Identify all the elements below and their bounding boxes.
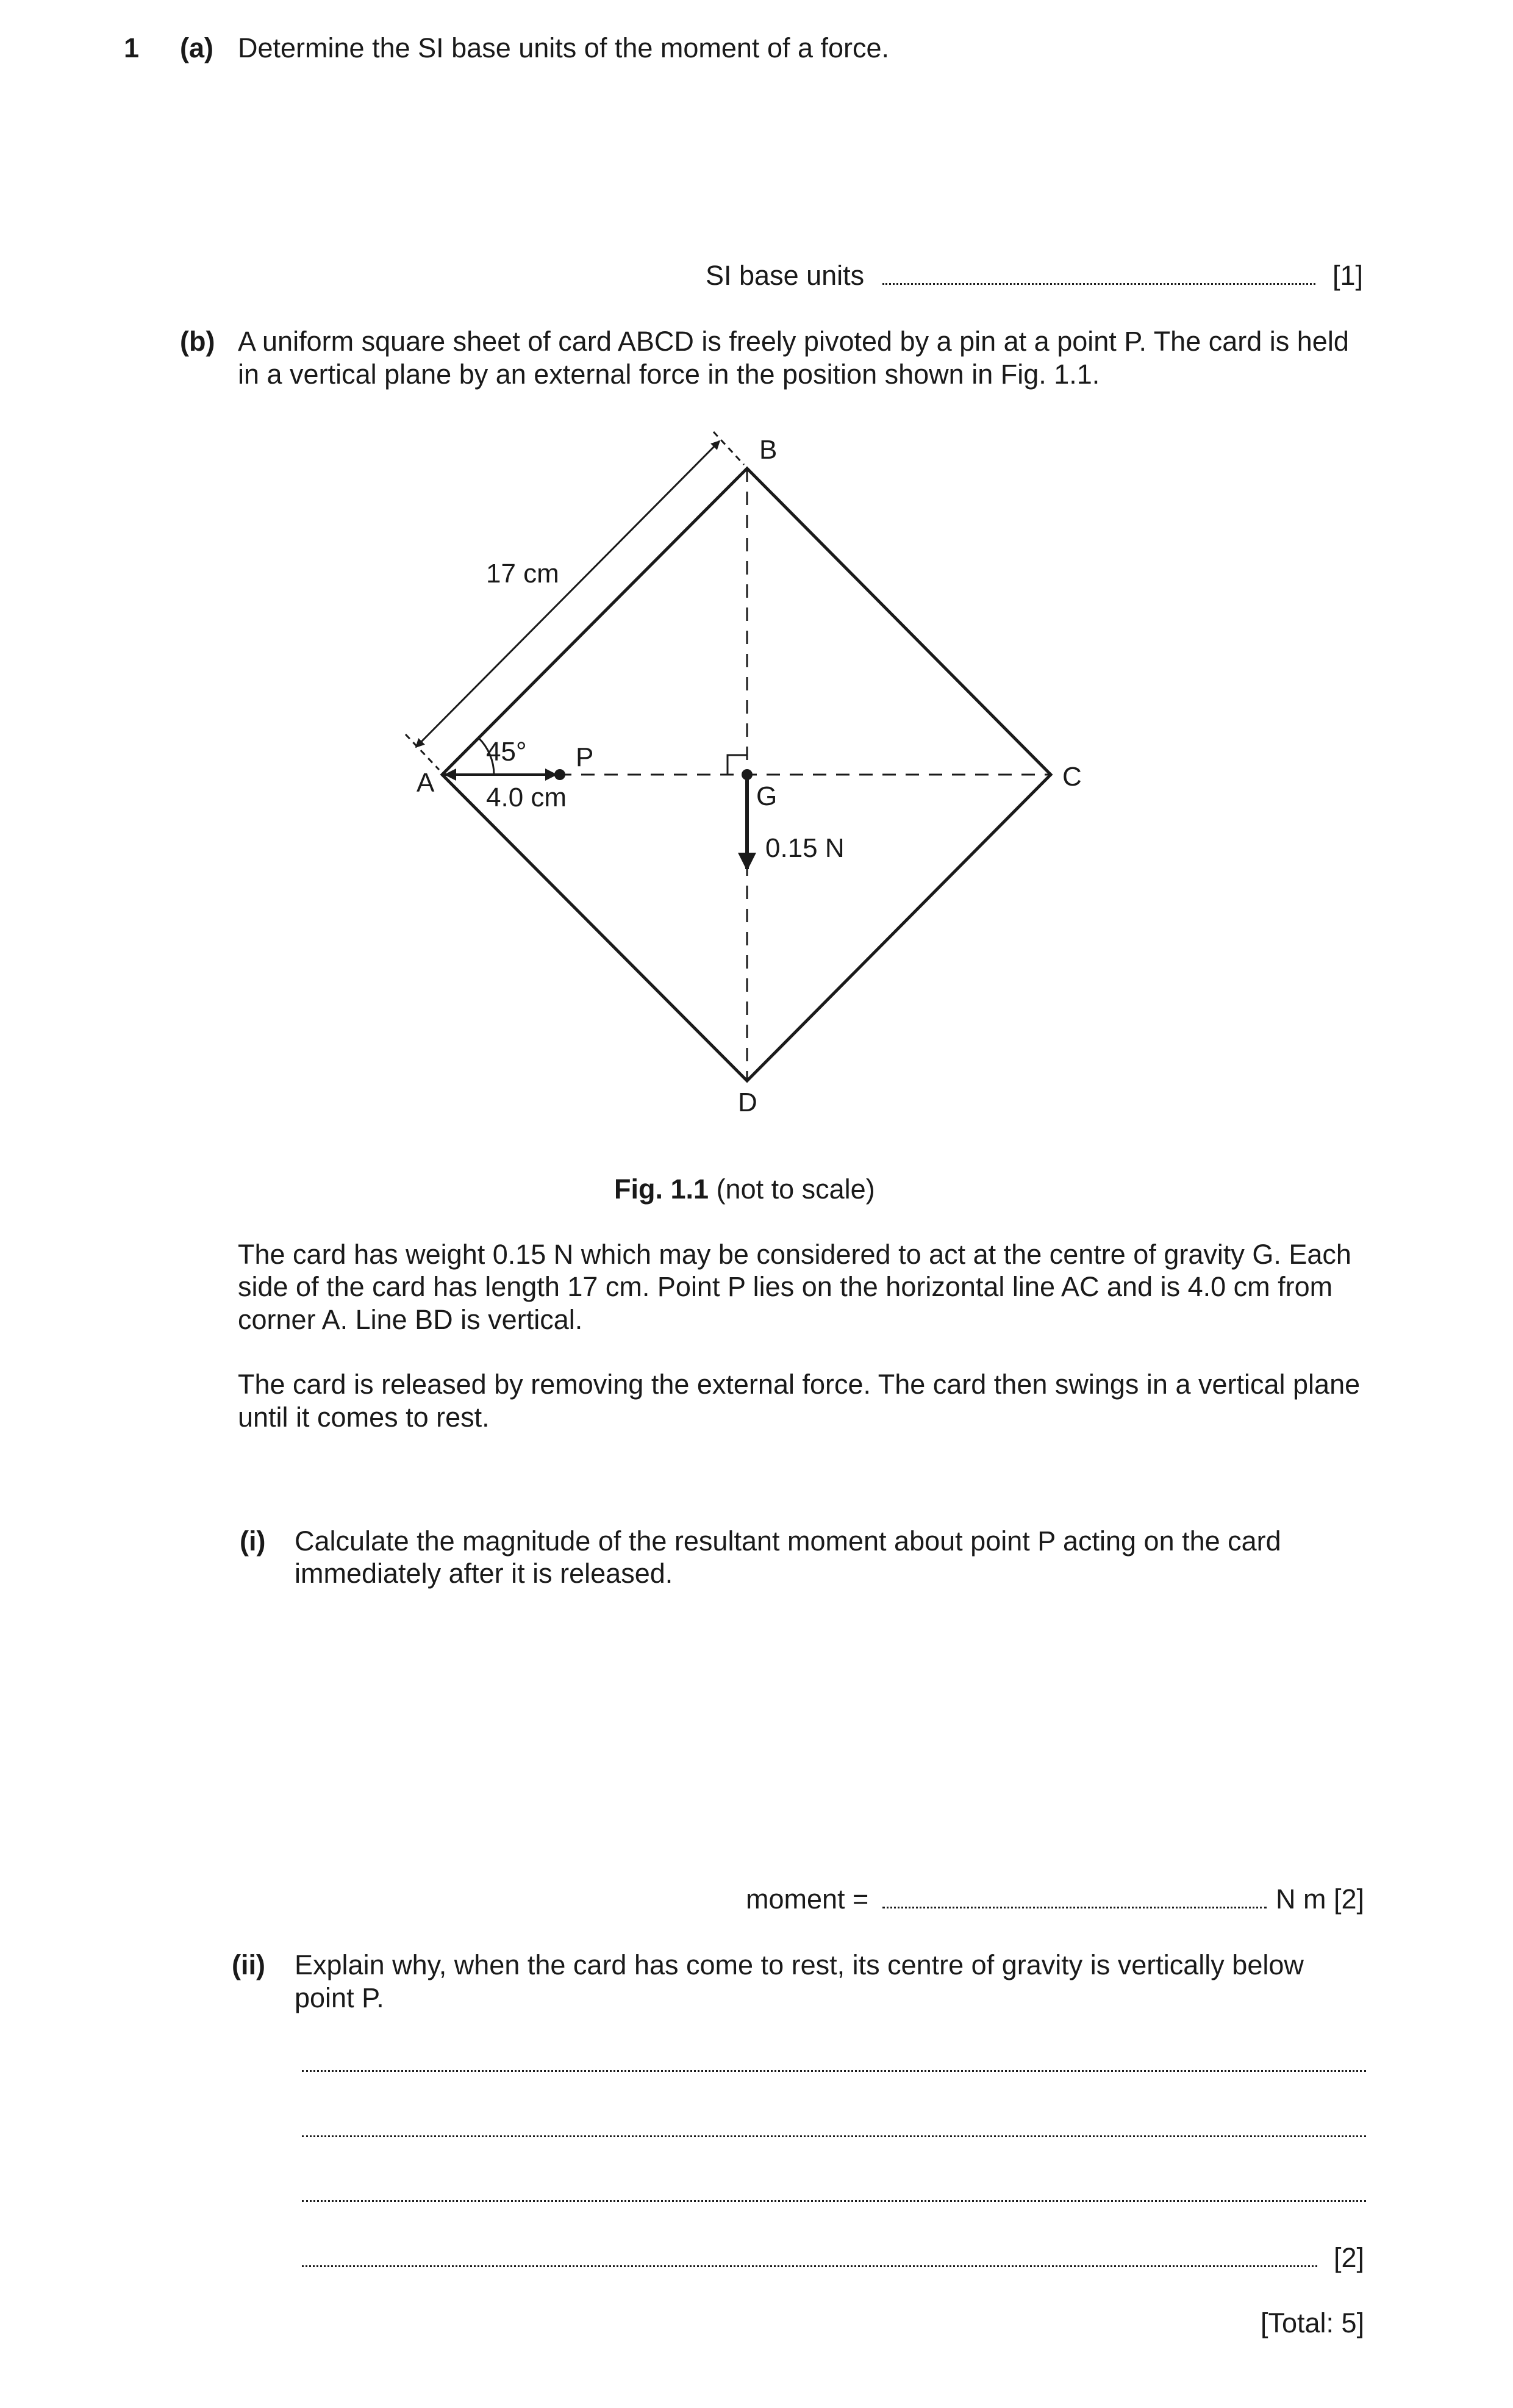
pivot-label-p: P <box>576 742 594 772</box>
part-b-label: (b) <box>180 326 215 357</box>
figure-1-1 <box>0 0 1513 1159</box>
sub-ii-line-2: point P. <box>295 1982 384 2013</box>
sub-ii-line-1: Explain why, when the card has come to rest, its centre of gravity is vertically below <box>295 1949 1304 1980</box>
part-b-intro-line-2: in a vertical plane by an external force in the position shown in Fig. 1.1. <box>238 359 1100 390</box>
para2-line-2: until it comes to rest. <box>238 1402 490 1433</box>
para1-line-2: side of the card has length 17 cm. Point P lies on the horizontal line AC and is 4.0 cm from <box>238 1271 1333 1302</box>
pivot-distance-label: 4.0 cm <box>486 783 567 812</box>
sub-i-marks: [2] <box>1334 1883 1365 1915</box>
dimension-arrow-17cm <box>416 441 720 747</box>
question-number: 1 <box>124 32 140 63</box>
si-units-answer-label: SI base units <box>706 260 865 291</box>
part-a-question: Determine the SI base units of the moment of a force. <box>238 32 890 63</box>
centre-label-g: G <box>756 781 778 811</box>
sub-ii-marks: [2] <box>1334 2242 1365 2273</box>
moment-answer-label: moment = <box>746 1883 869 1915</box>
para1-line-1: The card has weight 0.15 N which may be considered to act at the centre of gravity G. Each <box>238 1239 1351 1270</box>
answer-line-2[interactable] <box>302 2112 1366 2145</box>
total-marks: [Total: 5] <box>1261 2307 1365 2338</box>
sub-i-line-1: Calculate the magnitude of the resultant moment about point P acting on the card <box>295 1525 1281 1557</box>
figure-caption <box>614 1173 875 1206</box>
sub-ii-label: (ii) <box>232 1949 265 1980</box>
pivot-point-p <box>554 769 565 780</box>
vertex-label-b: B <box>759 435 778 465</box>
weight-label: 0.15 N <box>765 833 845 863</box>
answer-line-4[interactable] <box>302 2241 1317 2274</box>
figure-caption-title: Fig. 1.1 <box>614 1174 709 1205</box>
vertex-label-d: D <box>738 1088 757 1117</box>
vertex-label-c: C <box>1062 762 1082 792</box>
sub-i-label: (i) <box>240 1525 266 1557</box>
vertex-label-a: A <box>417 768 435 798</box>
part-a-marks: [1] <box>1332 260 1364 291</box>
dimension-extension-b <box>714 432 744 465</box>
part-b-intro-line-1: A uniform square sheet of card ABCD is freely pivoted by a pin at a point P. The card is held <box>238 326 1349 357</box>
sub-i-line-2: immediately after it is released. <box>295 1558 673 1589</box>
moment-unit: N m <box>1276 1883 1326 1915</box>
moment-answer-field[interactable] <box>882 1883 1267 1916</box>
answer-line-1[interactable] <box>302 2046 1366 2079</box>
part-a-label: (a) <box>180 32 213 63</box>
angle-label: 45° <box>486 737 527 767</box>
side-length-label: 17 cm <box>486 559 559 589</box>
figure-caption-note: (not to scale) <box>716 1174 875 1205</box>
answer-line-3[interactable] <box>302 2176 1366 2209</box>
para1-line-3: corner A. Line BD is vertical. <box>238 1304 583 1335</box>
para2-line-1: The card is released by removing the external force. The card then swings in a vertical plane <box>238 1369 1361 1400</box>
